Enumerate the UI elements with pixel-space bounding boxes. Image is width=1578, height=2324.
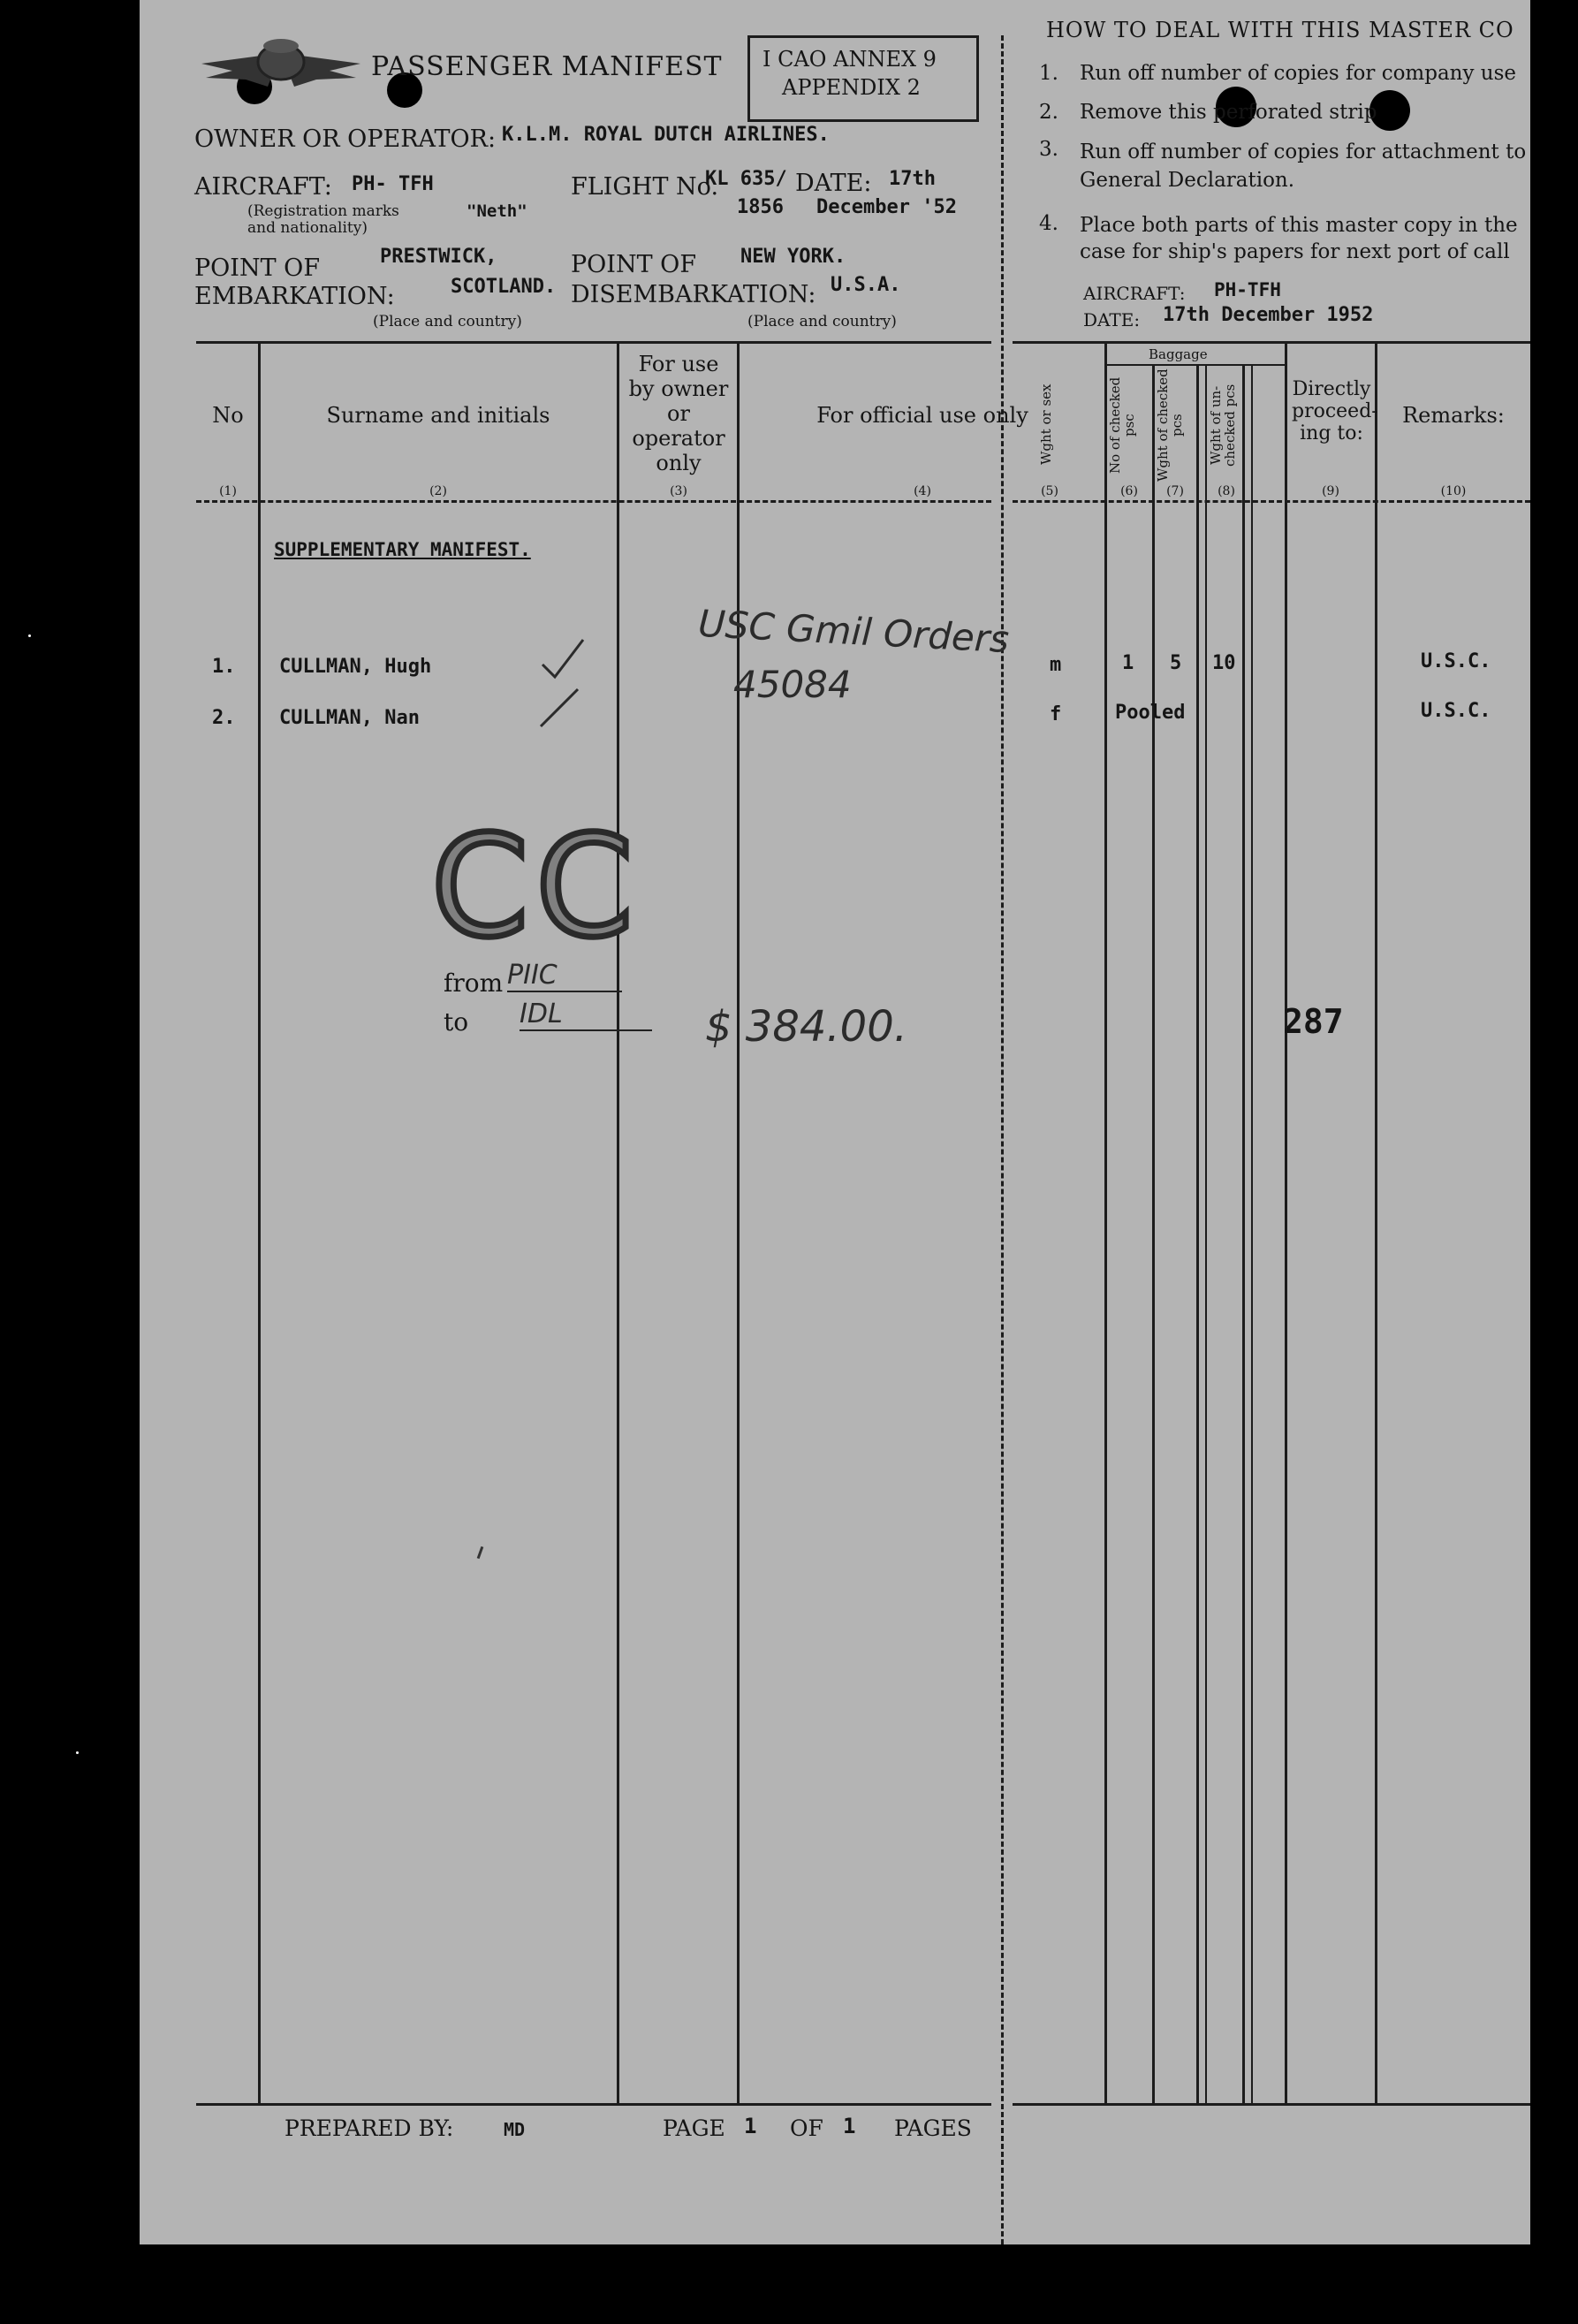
instructions-aircraft-value: PH-TFH bbox=[1214, 279, 1281, 300]
instructions-aircraft-label: AIRCRAFT: bbox=[1083, 283, 1186, 304]
to-value: IDL bbox=[520, 999, 652, 1031]
col-number: (3) bbox=[670, 484, 687, 498]
row-number: 2. bbox=[212, 707, 236, 729]
col-surname-header: Surname and initials bbox=[326, 403, 550, 428]
annex-line: I CAO ANNEX 9 bbox=[762, 47, 937, 72]
col-number: (4) bbox=[914, 484, 931, 498]
prepared-by-value: MD bbox=[504, 2119, 526, 2140]
embark-place-note: (Place and country) bbox=[373, 313, 522, 330]
flight-value-2: 1856 bbox=[737, 196, 784, 218]
instruction-text: Remove this perforated strip bbox=[1080, 101, 1377, 124]
column-divider bbox=[1205, 364, 1207, 2105]
instruction-text: Run off number of copies for attachment to General Declaration. bbox=[1080, 141, 1527, 192]
from-label: from bbox=[444, 968, 504, 998]
col-weight-checked-header: Wght of checked pcs bbox=[1155, 368, 1185, 482]
col-number: (1) bbox=[219, 484, 237, 498]
checked-pieces: Pooled bbox=[1115, 702, 1186, 724]
header-bottom-rule bbox=[1013, 500, 1530, 503]
column-divider bbox=[617, 343, 619, 2105]
aircraft-label: AIRCRAFT: bbox=[194, 173, 332, 201]
page-number: 1 bbox=[744, 2114, 757, 2138]
passenger-sex: f bbox=[1050, 703, 1062, 725]
col-no-header: No bbox=[212, 403, 244, 428]
disembark-value-2: U.S.A. bbox=[831, 274, 901, 296]
col-baggage-header: Baggage bbox=[1149, 346, 1208, 362]
klm-wings-logo bbox=[193, 35, 369, 106]
scan-speck bbox=[28, 634, 31, 637]
manifest-sheet bbox=[140, 0, 1530, 2244]
baggage-rule bbox=[1104, 364, 1286, 366]
column-divider bbox=[1242, 364, 1245, 2105]
instruction-text: Run off number of copies for company use bbox=[1080, 62, 1517, 85]
registration-note: (Registration marks and nationality) bbox=[247, 202, 399, 237]
col-number: (7) bbox=[1166, 484, 1184, 498]
col-weight-sex-header: Wght or sex bbox=[1038, 384, 1054, 465]
col-number: (9) bbox=[1322, 484, 1339, 498]
flight-value: KL 635/ bbox=[705, 168, 787, 190]
owner-label: OWNER OR OPERATOR: bbox=[194, 125, 497, 153]
column-divider bbox=[1251, 364, 1253, 2105]
col-checked-pcs-header: No of checked psc bbox=[1107, 376, 1137, 474]
column-divider bbox=[258, 343, 261, 2105]
disembark-label-2: DISEMBARKATION: bbox=[571, 281, 816, 308]
from-value: PIIC bbox=[507, 960, 622, 992]
col-number: (5) bbox=[1041, 484, 1058, 498]
disembark-place-note: (Place and country) bbox=[747, 313, 897, 330]
date-value: 17th bbox=[889, 168, 936, 190]
appendix-line: APPENDIX 2 bbox=[782, 75, 921, 100]
embark-label-2: EMBARKATION: bbox=[194, 283, 395, 310]
page-total: 1 bbox=[843, 2114, 856, 2138]
instructions-title: HOW TO DEAL WITH THIS MASTER CO bbox=[1046, 18, 1514, 42]
table-top-rule bbox=[1013, 341, 1530, 344]
column-divider bbox=[1152, 364, 1155, 2105]
disembark-label-1: POINT OF bbox=[571, 251, 697, 278]
prepared-by-label: PREPARED BY: bbox=[284, 2115, 454, 2141]
passenger-sex: m bbox=[1050, 654, 1062, 676]
embark-value-1: PRESTWICK, bbox=[380, 246, 497, 268]
passenger-name: CULLMAN, Hugh bbox=[279, 656, 432, 678]
nationality-note: "Neth" bbox=[467, 201, 527, 221]
aircraft-value: PH- TFH bbox=[352, 173, 434, 195]
handwritten-amount: $ 384.00. bbox=[705, 1002, 908, 1052]
checkmark-icon bbox=[537, 634, 590, 687]
column-divider bbox=[1375, 343, 1377, 2105]
column-divider bbox=[1285, 343, 1287, 2105]
owner-value: K.L.M. ROYAL DUTCH AIRLINES. bbox=[502, 124, 830, 146]
column-divider bbox=[1196, 364, 1199, 2105]
checked-pieces: 1 bbox=[1122, 652, 1134, 674]
flight-label: FLIGHT No. bbox=[571, 173, 719, 201]
row-number: 1. bbox=[212, 656, 236, 678]
footer-rule bbox=[1013, 2103, 1530, 2106]
col-number: (2) bbox=[429, 484, 447, 498]
table-top-rule bbox=[196, 341, 991, 344]
date-value-2: December '52 bbox=[816, 196, 957, 218]
of-label: OF bbox=[790, 2115, 823, 2141]
instructions-date-label: DATE: bbox=[1083, 309, 1141, 330]
col-number: (6) bbox=[1120, 484, 1138, 498]
page-label: PAGE bbox=[663, 2115, 725, 2141]
disembark-value-1: NEW YORK. bbox=[740, 246, 846, 268]
col-weight-unchecked-header: Wght of un-checked pcs bbox=[1208, 384, 1238, 467]
instruction-text: Place both parts of this master copy in the case for ship's papers for next port of call bbox=[1080, 214, 1518, 263]
footer-rule bbox=[196, 2103, 991, 2106]
unchecked-weight: 10 bbox=[1212, 652, 1236, 674]
handwritten-order-number: 45084 bbox=[733, 663, 852, 706]
instructions-date-value: 17th December 1952 bbox=[1163, 304, 1374, 326]
passenger-name: CULLMAN, Nan bbox=[279, 707, 420, 729]
col-number: (8) bbox=[1218, 484, 1235, 498]
scan-speck bbox=[76, 1751, 79, 1754]
col-remarks-header: Remarks: bbox=[1402, 403, 1505, 428]
pen-mark bbox=[477, 1546, 484, 1559]
checked-weight: 5 bbox=[1170, 652, 1182, 674]
col-proceeding-header: Directly proceed-ing to: bbox=[1292, 378, 1378, 444]
col-official-header: For official use only bbox=[816, 403, 1028, 428]
date-label: DATE: bbox=[795, 170, 872, 197]
embark-value-2: SCOTLAND. bbox=[451, 276, 557, 298]
passenger-remarks: U.S.C. bbox=[1421, 650, 1491, 672]
instruction-number: 3. bbox=[1039, 138, 1058, 161]
passenger-remarks: U.S.C. bbox=[1421, 700, 1491, 722]
checkmark-icon bbox=[534, 684, 587, 737]
col-number: (10) bbox=[1440, 484, 1467, 498]
supplementary-heading: SUPPLEMENTARY MANIFEST. bbox=[274, 539, 531, 560]
col-owner-use-header: For use by owner or operator only bbox=[628, 352, 729, 475]
instruction-number: 1. bbox=[1039, 62, 1058, 85]
cc-stamp: CC bbox=[431, 806, 641, 968]
header-bottom-rule bbox=[196, 500, 991, 503]
to-label: to bbox=[444, 1007, 469, 1037]
instruction-number: 4. bbox=[1039, 212, 1058, 235]
perforation-line bbox=[1001, 35, 1004, 2244]
icao-annex-box bbox=[747, 35, 979, 122]
column-divider bbox=[1104, 343, 1107, 2105]
pages-label: PAGES bbox=[894, 2115, 972, 2141]
instruction-number: 2. bbox=[1039, 101, 1058, 124]
proceeding-number: 287 bbox=[1283, 1002, 1344, 1041]
embark-label-1: POINT OF bbox=[194, 254, 321, 282]
handwritten-official-note: USC Gmil Orders bbox=[696, 601, 1011, 662]
manifest-title: PASSENGER MANIFEST bbox=[371, 51, 723, 82]
